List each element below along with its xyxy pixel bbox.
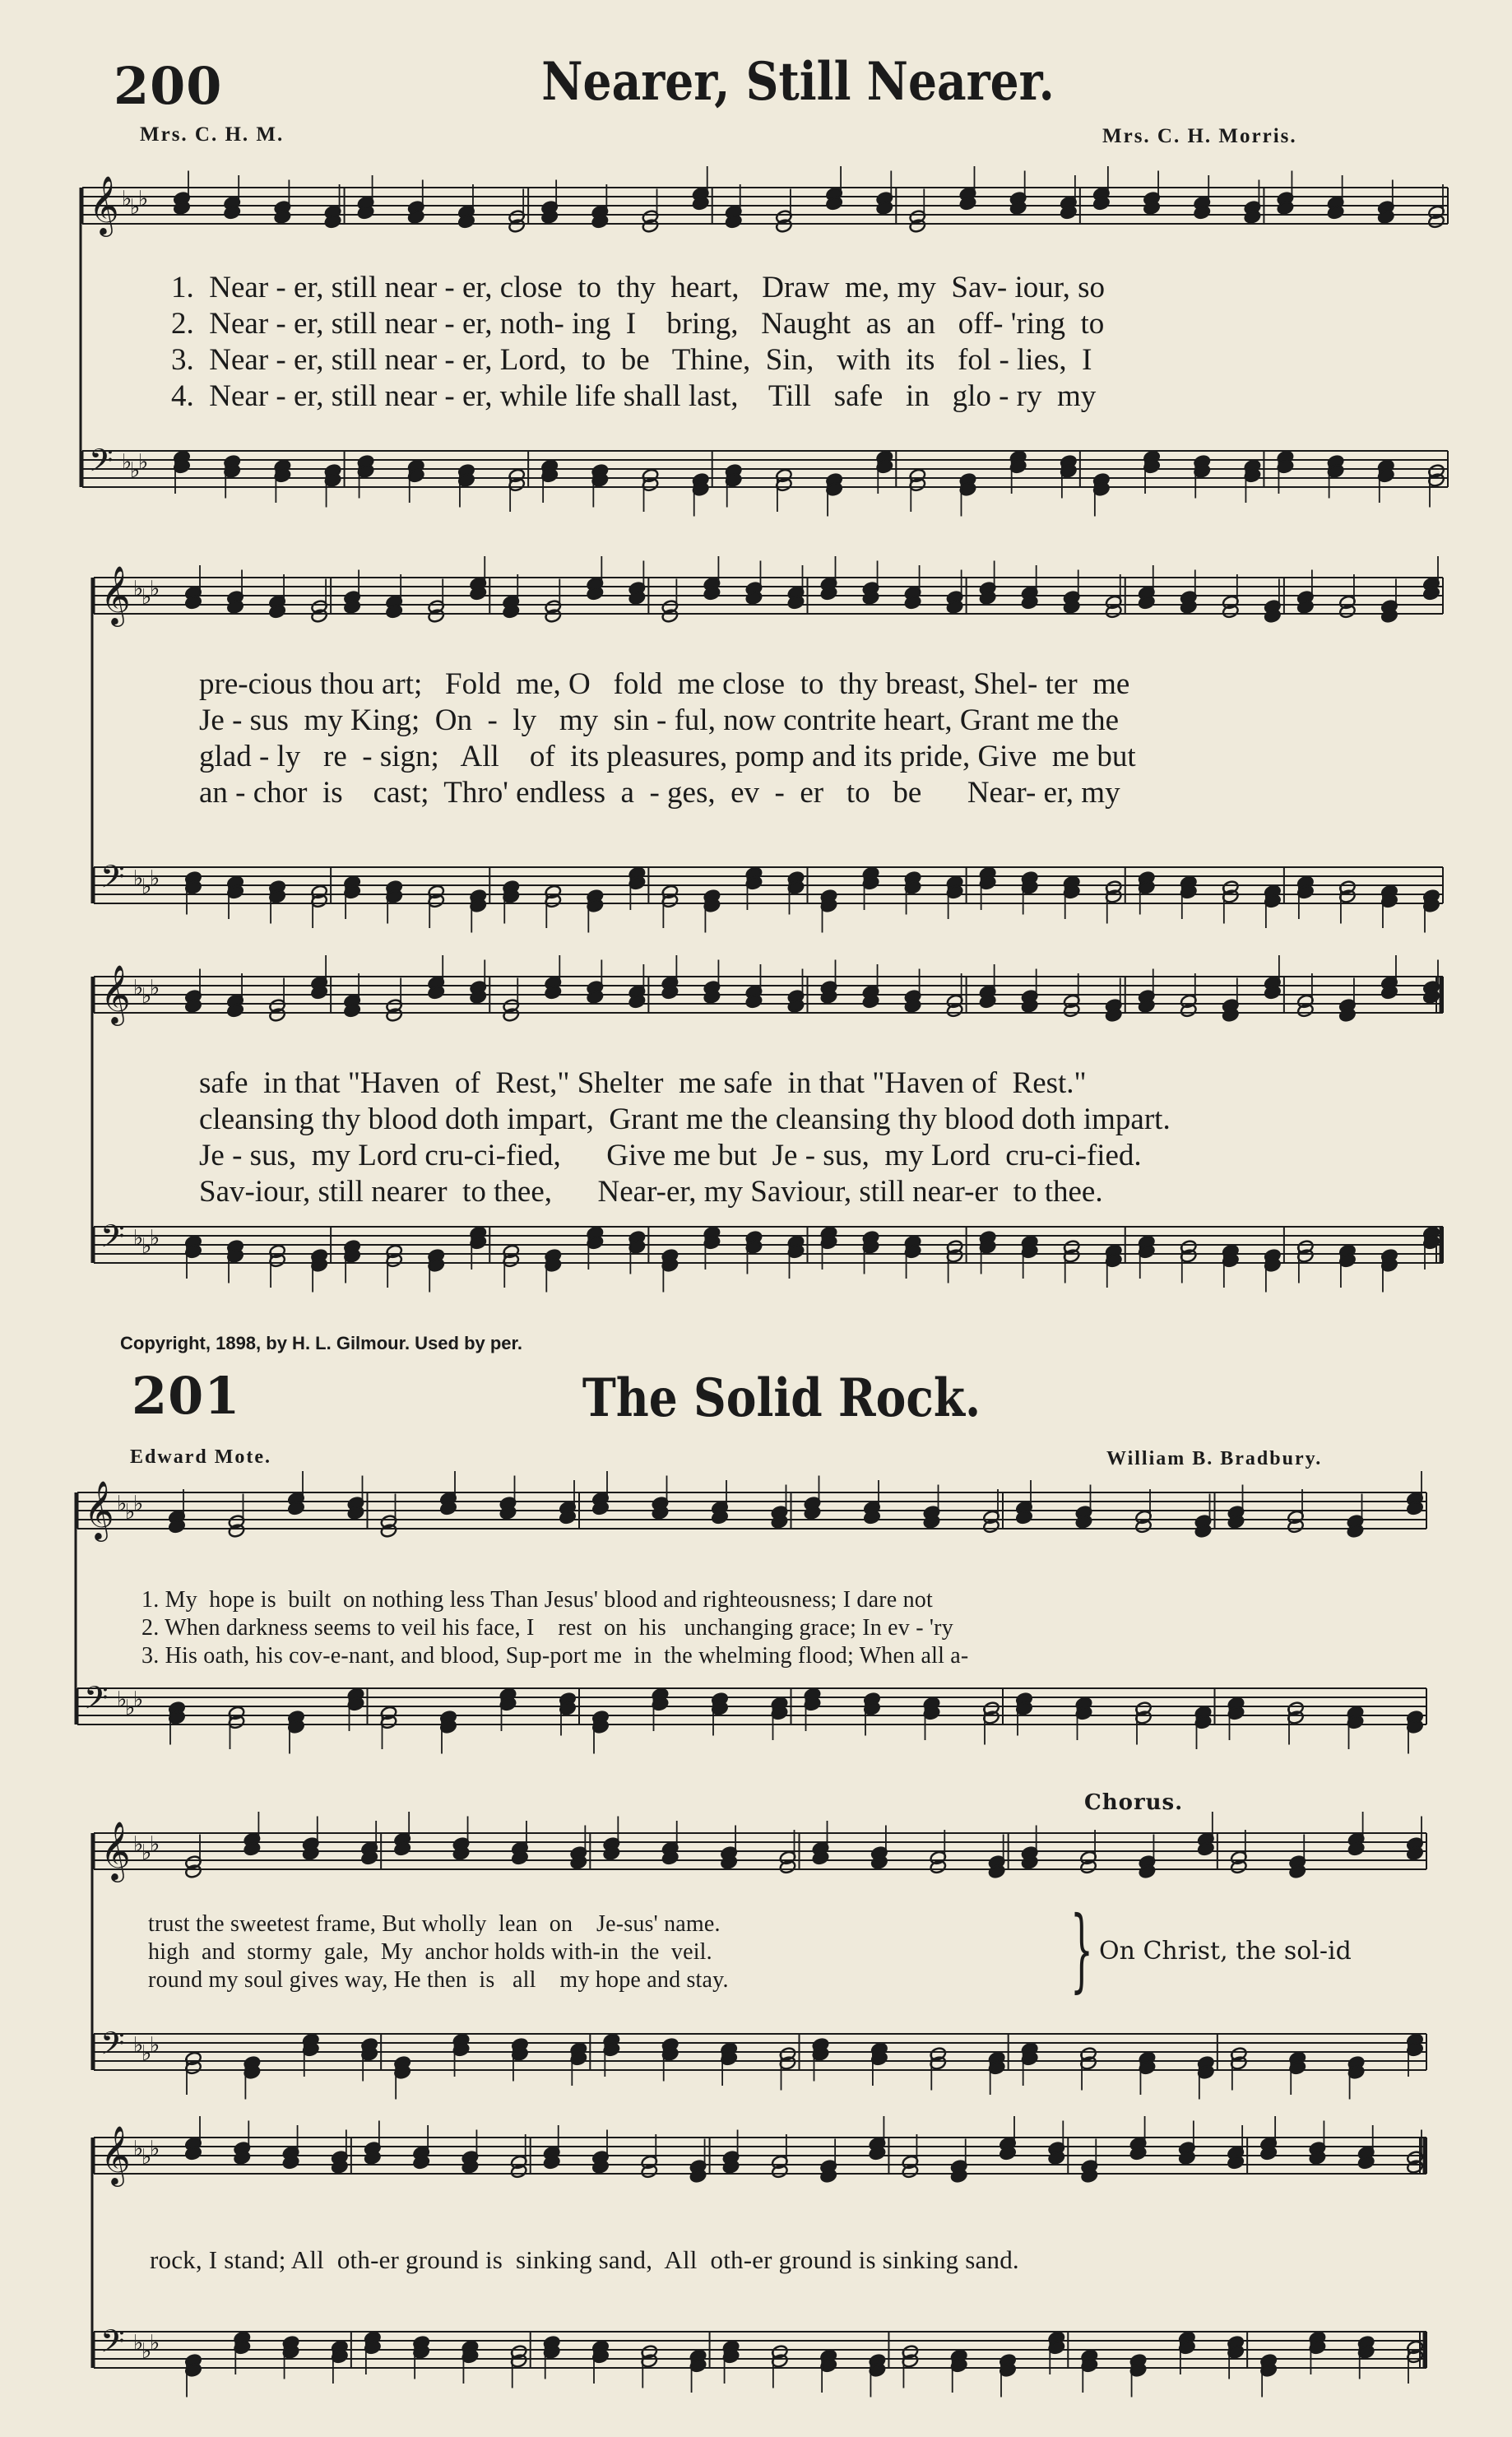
- flat-icon: ♭: [150, 1832, 160, 1857]
- flat-icon: ♭: [150, 2137, 160, 2161]
- lyric-verse-4: 4. Near - er, still near - er, while life shall last, Till safe in glo - ry my: [171, 379, 1097, 413]
- flat-icon: ♭: [141, 2145, 152, 2170]
- hymn-number: 201: [132, 1366, 241, 1426]
- music-system: [79, 173, 1453, 518]
- flat-icon: ♭: [133, 2137, 144, 2161]
- bass-clef-icon: 𝄢: [84, 1679, 109, 1724]
- hymn-title: The Solid Rock.: [582, 1367, 981, 1429]
- flat-icon: ♭: [133, 1687, 144, 1712]
- lyric-verse-3: round my soul gives way, He then is all my hope and stay.: [148, 1967, 729, 1993]
- bass-clef-icon: 𝄢: [100, 1218, 125, 1262]
- lyric-verse-3: Je - sus, my Lord cru-ci-fied, Give me but Je - sus, my Lord cru-ci-fied.: [199, 1139, 1142, 1172]
- flat-icon: ♭: [141, 2339, 152, 2364]
- lyric-verse-2: high and stormy gale, My anchor holds with-in the veil.: [148, 1939, 712, 1965]
- lyric-verse-3: 3. His oath, his cov-e-nant, and blood, Sup-port me in the whelming flood; When all a-: [141, 1643, 969, 1669]
- flat-icon: ♭: [138, 450, 149, 475]
- lyric-verse-1: trust the sweetest frame, But wholly lean on Je-sus' name.: [148, 1911, 721, 1937]
- treble-clef-icon: 𝄞: [100, 2124, 131, 2184]
- lyric-verse-2: Je - sus my King; On - ly my sin - ful, now contrite heart, Grant me the: [199, 703, 1120, 737]
- flat-icon: ♭: [150, 866, 160, 891]
- lyric-verse-1: safe in that "Haven of Rest," Shelter me safe in that "Haven of Rest.": [199, 1066, 1087, 1100]
- composer-credit: Mrs. C. H. Morris.: [1102, 125, 1297, 147]
- lyricist-credit: Edward Mote.: [130, 1446, 271, 1468]
- music-system: [74, 1481, 1431, 1765]
- refrain-lyric: On Christ, the sol-id: [1099, 1937, 1352, 1966]
- composer-credit: William B. Bradbury.: [1106, 1448, 1323, 1469]
- flat-icon: ♭: [150, 2033, 160, 2058]
- flat-icon: ♭: [122, 187, 132, 211]
- flat-icon: ♭: [133, 976, 144, 1000]
- music-system: [90, 564, 1448, 954]
- music-system: [90, 963, 1448, 1312]
- chorus-label: Chorus.: [1084, 1790, 1184, 1815]
- flat-icon: ♭: [133, 577, 144, 601]
- flat-icon: ♭: [133, 2331, 144, 2356]
- lyric-verse-4: an - chor is cast; Thro' endless a - ges, ev - er to be Near- er, my: [199, 776, 1120, 810]
- flat-icon: ♭: [117, 1687, 128, 1712]
- bass-clef-icon: 𝄢: [100, 2323, 125, 2367]
- flat-icon: ♭: [150, 1226, 160, 1251]
- lyric-verse-2: 2. Near - er, still near - er, noth- ing I bring, Naught as an off- 'ring to: [171, 307, 1105, 341]
- flat-icon: ♭: [133, 2033, 144, 2058]
- bass-clef-icon: 𝄢: [100, 858, 125, 903]
- treble-clef-icon: 𝄞: [89, 174, 119, 234]
- flat-icon: ♭: [130, 195, 141, 220]
- flat-icon: ♭: [141, 2041, 152, 2066]
- copyright-notice: Copyright, 1898, by H. L. Gilmour. Used by per.: [120, 1333, 523, 1353]
- treble-clef-icon: 𝄞: [100, 963, 131, 1024]
- hymn-title: Nearer, Still Nearer.: [541, 51, 1055, 113]
- flat-icon: ♭: [138, 187, 149, 211]
- flat-icon: ♭: [125, 1500, 136, 1525]
- flat-icon: ♭: [133, 866, 144, 891]
- flat-icon: ♭: [141, 585, 152, 610]
- flat-icon: ♭: [141, 1841, 152, 1865]
- lyric-verse-3: glad - ly re - sign; All of its pleasures, pomp and its pride, Give me but: [199, 740, 1136, 773]
- lyric-verse-2: 2. When darkness seems to veil his face, I rest on his unchanging grace; In ev - 'ry: [141, 1615, 953, 1641]
- flat-icon: ♭: [141, 875, 152, 899]
- treble-clef-icon: 𝄞: [100, 564, 131, 624]
- flat-icon: ♭: [130, 458, 141, 483]
- treble-clef-icon: 𝄞: [100, 1820, 131, 1880]
- treble-clef-icon: 𝄞: [84, 1479, 114, 1539]
- lyric-verse-3: 3. Near - er, still near - er, Lord, to be Thine, Sin, with its fol - lies, I: [171, 343, 1092, 377]
- lyric-verse-1: 1. Near - er, still near - er, close to thy heart, Draw me, my Sav- iour, so: [171, 271, 1106, 304]
- flat-icon: ♭: [141, 984, 152, 1009]
- flat-icon: ♭: [133, 1492, 144, 1516]
- bass-clef-icon: 𝄢: [89, 442, 114, 486]
- flat-icon: ♭: [125, 1696, 136, 1720]
- lyric-verse-4: Sav-iour, still nearer to thee, Near-er, my Saviour, still near-er to thee.: [199, 1175, 1103, 1209]
- flat-icon: ♭: [150, 976, 160, 1000]
- flat-icon: ♭: [133, 1832, 144, 1857]
- flat-icon: ♭: [150, 2331, 160, 2356]
- hymn-number: 200: [114, 56, 223, 116]
- flat-icon: ♭: [133, 1226, 144, 1251]
- flat-icon: ♭: [150, 577, 160, 601]
- flat-icon: ♭: [117, 1492, 128, 1516]
- music-system: [90, 2126, 1431, 2406]
- lyric-verse-1: pre-cious thou art; Fold me, O fold me close to thy breast, Shel- ter me: [199, 667, 1130, 701]
- flat-icon: ♭: [122, 450, 132, 475]
- bass-clef-icon: 𝄢: [100, 2025, 125, 2069]
- lyricist-credit: Mrs. C. H. M.: [140, 123, 285, 146]
- verse-brace: }: [1070, 1896, 1093, 2002]
- music-system: [90, 1822, 1431, 2105]
- lyric-verse-2: cleansing thy blood doth impart, Grant me the cleansing thy blood doth impart.: [199, 1102, 1171, 1136]
- lyric-verse-1: 1. My hope is built on nothing less Than Jesus' blood and righteousness; I dare not: [141, 1587, 933, 1613]
- flat-icon: ♭: [141, 1234, 152, 1259]
- lyric-verse-1: rock, I stand; All oth-er ground is sinking sand, All oth-er ground is sinking sand.: [150, 2245, 1019, 2274]
